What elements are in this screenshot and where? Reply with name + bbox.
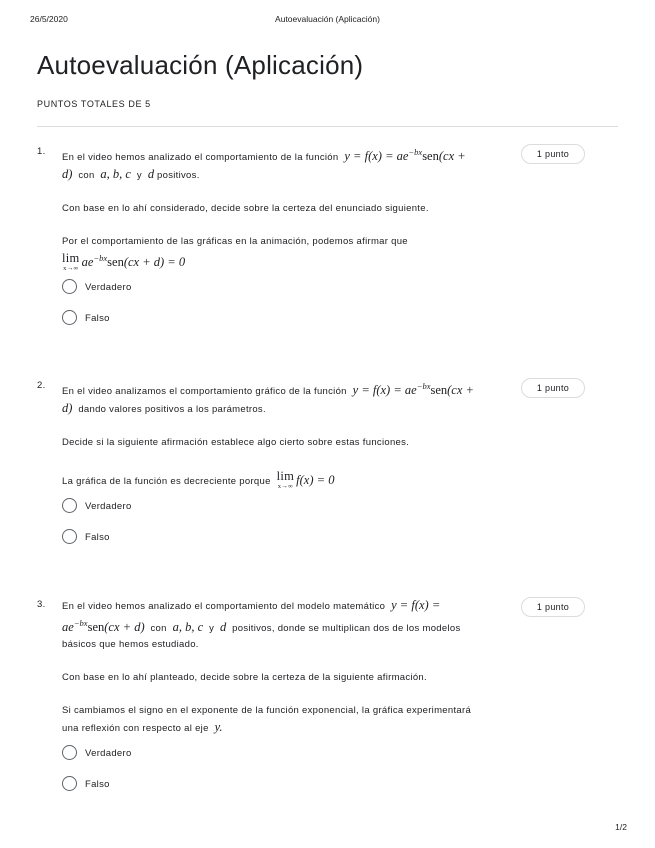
question-claim: Por el comportamiento de las gráficas en la animación, podemos afirmar que lim x→∞ $ae^{-bx}sen(cx + d) = 0$ bbox=[62, 236, 408, 272]
limit-expression: lim x→∞ bbox=[276, 469, 295, 490]
form-title: Autoevaluación (Aplicación) bbox=[37, 50, 364, 80]
radio-button[interactable] bbox=[62, 745, 77, 760]
question-claim: La gráfica de la función es decreciente porque lim x→∞ f(x) = 0 bbox=[62, 469, 335, 490]
question-body bbox=[62, 378, 502, 490]
option-label: Falso bbox=[85, 532, 110, 543]
option-label: Verdadero bbox=[85, 501, 132, 512]
option-label: Falso bbox=[85, 779, 110, 790]
question-statement: En el video hemos analizado el comportamiento de la función $y = f(x) = ae^{-bx}sen(cx$ + d) con a, b, c y d positivos. bbox=[62, 147, 466, 181]
question-body bbox=[62, 144, 502, 272]
radio-button[interactable] bbox=[62, 279, 77, 294]
print-date: 26/5/2020 bbox=[30, 14, 68, 24]
question-claim: Si cambiamos el signo en el exponente de la función exponencial, la gráfica experimentará una reflexión con respecto al eje y. bbox=[62, 705, 472, 734]
function-formula: $y = f(x) = ae^{-bx}sen(cx$ + bbox=[352, 381, 474, 397]
print-title: Autoevaluación (Aplicación) bbox=[275, 14, 380, 24]
question-statement: En el video hemos analizado el comportamiento del modelo matemático y = f(x) = $ae^{-bx}sen(cx + d)$ con a, b, c y d positivos, donde se multiplican dos de los modelos básicos que hemos estudiado. bbox=[62, 598, 461, 650]
limit-expression: lim x→∞ bbox=[62, 251, 80, 272]
points-badge: 1 punto bbox=[521, 597, 585, 617]
question-instruction: Con base en lo ahí planteado, decide sobre la certeza de la siguiente afirmación. bbox=[62, 672, 427, 683]
question-2 bbox=[37, 378, 617, 558]
divider bbox=[37, 126, 618, 127]
points-badge: 1 punto bbox=[521, 378, 585, 398]
radio-button[interactable] bbox=[62, 776, 77, 791]
question-number: 1. bbox=[37, 146, 46, 157]
question-statement: En el video analizamos el comportamiento gráfico de la función $y = f(x) = ae^{-bx}sen(cx$ + d) dando valores positivos a los parámetros. bbox=[62, 381, 474, 415]
radio-button[interactable] bbox=[62, 310, 77, 325]
print-header bbox=[0, 14, 655, 28]
question-1 bbox=[37, 144, 617, 344]
radio-button[interactable] bbox=[62, 498, 77, 513]
page-number: 1/2 bbox=[615, 822, 627, 832]
radio-button[interactable] bbox=[62, 529, 77, 544]
points-badge: 1 punto bbox=[521, 144, 585, 164]
function-formula: y = f(x) = bbox=[391, 598, 441, 612]
question-instruction: Con base en lo ahí considerado, decide sobre la certeza del enunciado siguiente. bbox=[62, 203, 429, 214]
question-instruction: Decide si la siguiente afirmación establece algo cierto sobre estas funciones. bbox=[62, 437, 410, 448]
question-3 bbox=[37, 597, 617, 797]
option-label: Verdadero bbox=[85, 748, 132, 759]
option-label: Verdadero bbox=[85, 282, 132, 293]
option-label: Falso bbox=[85, 313, 110, 324]
question-body bbox=[62, 597, 502, 737]
total-points: PUNTOS TOTALES DE 5 bbox=[37, 99, 151, 109]
question-number: 2. bbox=[37, 380, 46, 391]
function-formula: $y = f(x) = ae^{-bx}sen(cx$ + bbox=[344, 147, 466, 163]
question-number: 3. bbox=[37, 599, 46, 610]
